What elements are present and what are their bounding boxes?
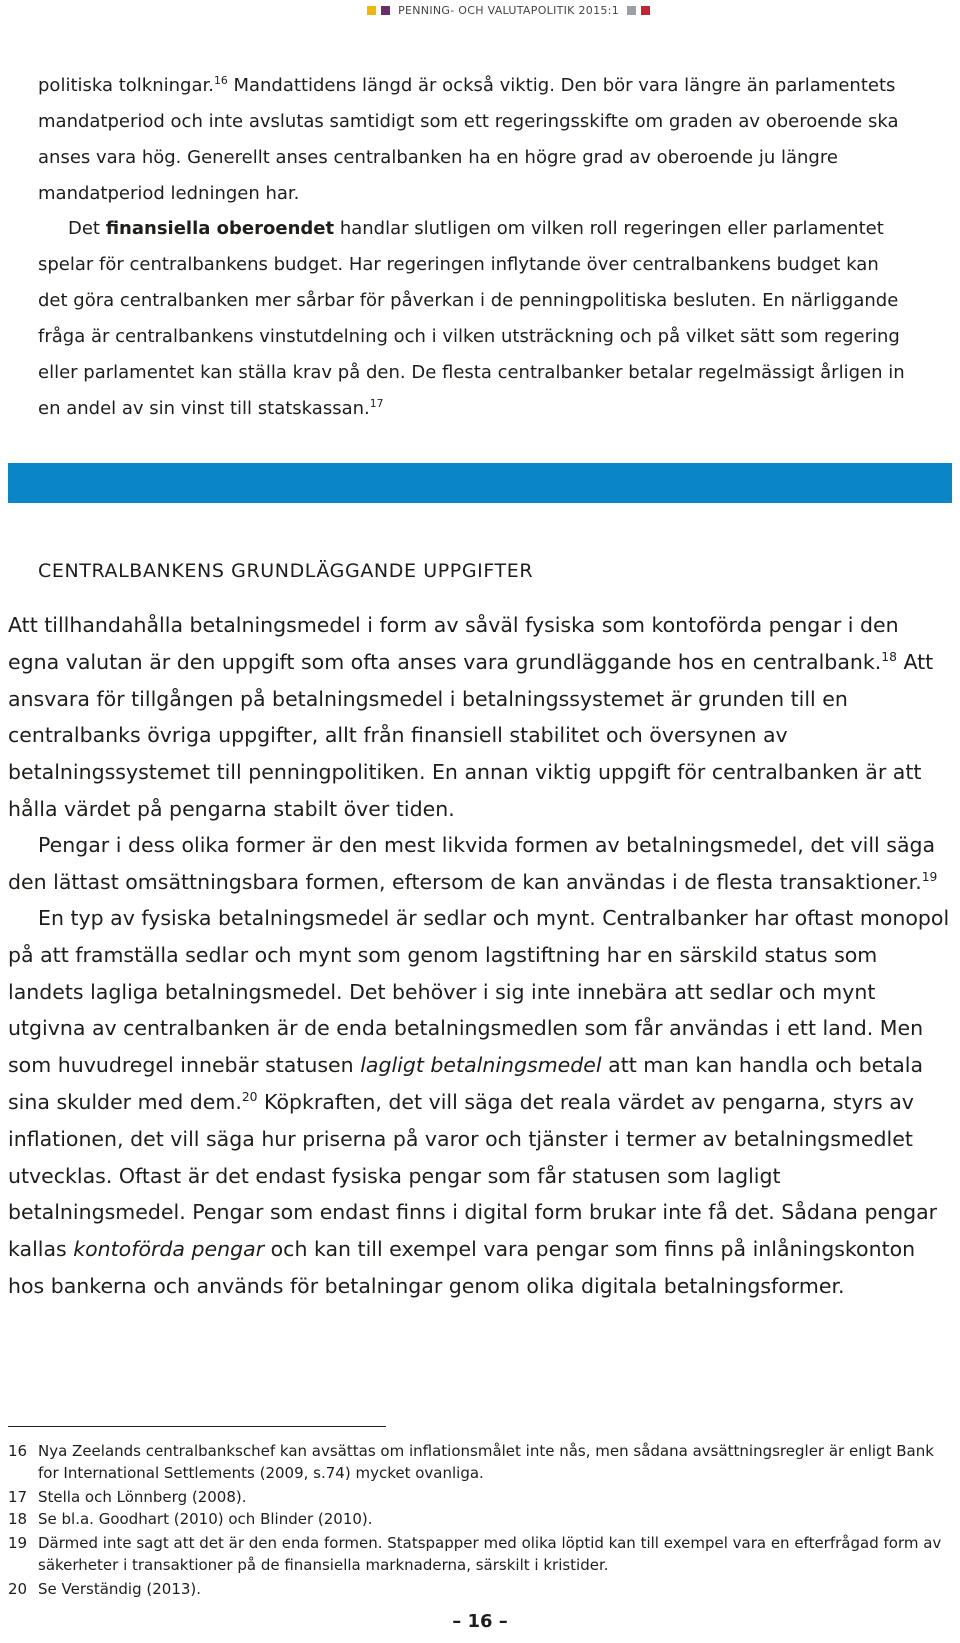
purple-square-icon [381, 6, 390, 15]
header-label: PENNING- OCH VALUTAPOLITIK 2015:1 [398, 3, 619, 17]
footnote-ref-20: 20 [241, 1090, 258, 1105]
bold-term: finansiella oberoendet [105, 218, 335, 239]
yellow-square-icon [367, 6, 376, 15]
paragraph-mandate: politiska tolkningar.$^{16}$ Mandattidens längd är också viktig. Den bör vara längre än parlamentets mandatperiod och inte avslutas samtidigt som ett regeringsskifte om graden av oberoende ska anses vara hög. Generellt anses centralbanken ha en högre grad av oberoende ju längre mandatperiod ledningen har. [38, 74, 899, 204]
footnote-19: 19 Därmed inte sagt att det är den enda formen. Statspapper med olika löptid kan till exempel vara en efterfrågad form av säkerheter i transaktioner på de finansiella marknaderna, särskilt i kristider. [8, 1534, 942, 1574]
section-heading: CENTRALBANKENS GRUNDLÄGGANDE UPPGIFTER [38, 560, 534, 582]
paragraph-financial-independence: Det finansiella oberoendet handlar slutligen om vilken roll regeringen eller parlamentet spelar för centralbankens budget. Har regeringen inflytande över centralbankens budget kan det göra centralbanken mer sårbar för påverkan i de penningpolitiska besluten. En närliggande fråga är centralbankens vinstutdelning och i vilken utsträckning och på vilket sätt som regering eller parlamentet kan ställa krav på den. De flesta centralbanker betalar regelmässigt årligen in en andel av sin vinst till statskassan.$^{17}$ [38, 218, 905, 419]
grey-square-icon [627, 6, 636, 15]
footnote-18: 18 Se bl.a. Goodhart (2010) och Blinder (2010). [8, 1510, 373, 1528]
italic-term-account-money: kontoförda pengar [73, 1237, 265, 1262]
paragraph-basic-tasks: Att tillhandahålla betalningsmedel i form av såväl fysiska som kontoförda pengar i den egna valutan är den uppgift som ofta anses vara grundläggande hos en centralbank.$^{18}$ Att ansvara för tillgången på betalningsmedel i betalningssystemet är grunden till en centralbanks övriga uppgifter, allt från finansiell stabilitet och översynen av betalningssystemet till penningpolitiken. En annan viktig uppgift för centralbanken är att hålla värdet på pengarna stabilt över tiden. [8, 613, 934, 821]
paragraph-legal-tender: En typ av fysiska betalningsmedel är sedlar och mynt. Centralbanker har oftast monopol på att framställa sedlar och mynt som genom lagstiftning har en särskild status som landets lagliga betalningsmedel. Det behöver i sig inte innebära att sedlar och mynt utgivna av centralbanken är de enda betalningsmedlen som får användas i ett land. Men som huvudregel innebär statusen lagligt betalningsmedel att man kan handla och betala sina skulder med dem.$^{20}$ Köpkraften, det vill säga det reala värdet av pengarna, styrs av inflationen, det vill säga hur priserna på varor och tjänster i termer av betalningsmedlet utvecklas. Oftast är det endast fysiska pengar som får statusen som lagligt betalningsmedel. Pengar som endast finns i digital form brukar inte få det. Sådana pengar kallas kontoförda pengar och kan till exempel vara pengar som finns på inlåningskonton hos bankerna och används för betalningar genom olika digitala betalningsformer. [8, 906, 950, 1298]
footnote-ref-19: 19 [921, 869, 938, 884]
paragraph-liquidity: Pengar i dess olika former är den mest likvida formen av betalningsmedel, det vill säga den lättast omsättningsbara formen, eftersom de kan användas i de flesta transaktioner.$^{19}$ [8, 833, 938, 894]
footnote-17: 17 Stella och Lönnberg (2008). [8, 1488, 247, 1506]
footnote-divider [8, 1426, 386, 1427]
footnote-ref-17: 17 [369, 397, 384, 410]
red-square-icon [641, 6, 650, 15]
section-divider-bar [8, 463, 952, 503]
running-header [367, 2, 650, 18]
footnote-16: 16 Nya Zeelands centralbankschef kan avsättas om inflationsmålet inte nås, men sådana avsättningsregler är enligt Bank for International Settlements (2009, s.74) mycket ovanliga. [8, 1442, 934, 1482]
page-number: – 16 – [452, 1611, 508, 1632]
footnote-ref-18: 18 [881, 649, 897, 664]
footnote-ref-16: 16 [213, 74, 228, 87]
italic-term-legal-tender: lagligt betalningsmedel [360, 1053, 602, 1078]
footnote-20: 20 Se Verständig (2013). [8, 1580, 202, 1598]
